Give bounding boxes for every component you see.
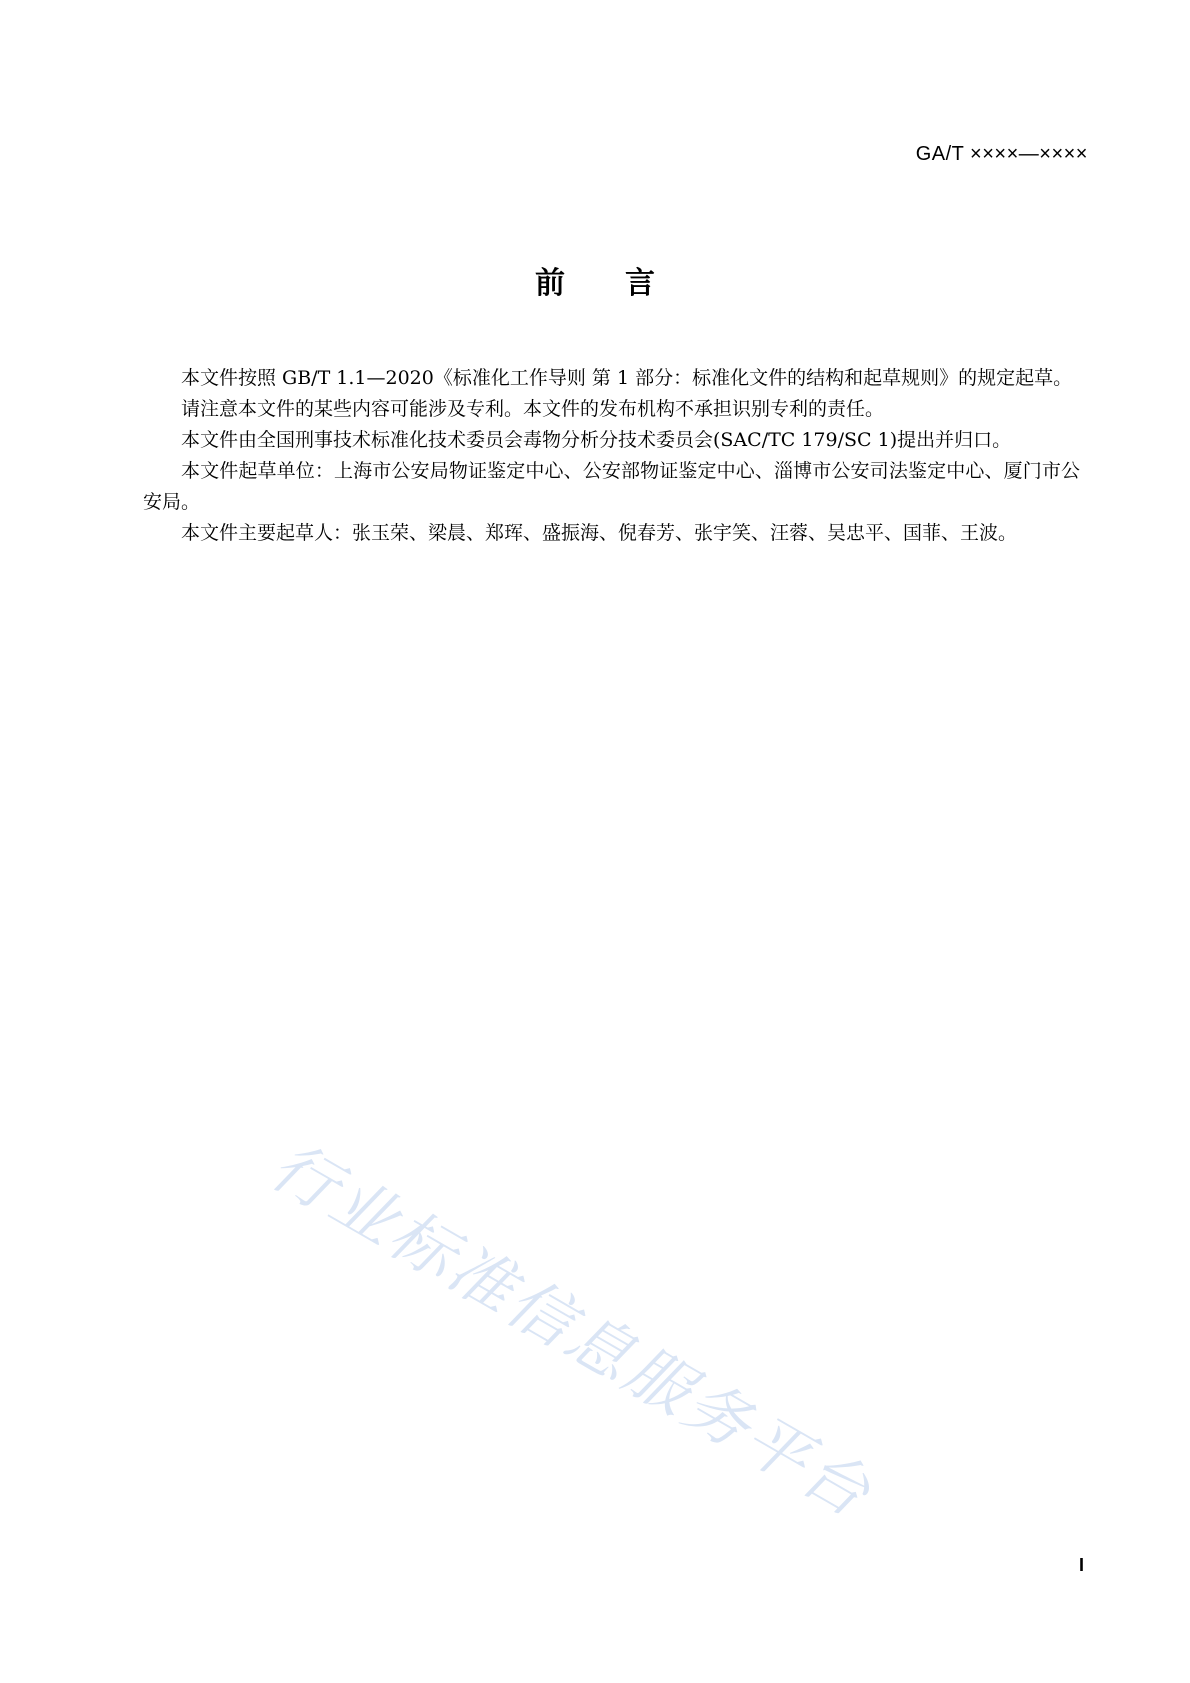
page-title: 前 言 bbox=[535, 266, 655, 301]
paragraph-drafting-units: 本文件起草单位：上海市公安局物证鉴定中心、公安部物证鉴定中心、淄博市公安司法鉴定中心、厦门市公安局。 bbox=[143, 460, 1080, 513]
foreword-body bbox=[143, 363, 1080, 549]
paragraph-patent-notice: 请注意本文件的某些内容可能涉及专利。本文件的发布机构不承担识别专利的责任。 bbox=[181, 398, 885, 420]
paragraph-proposer: 本文件由全国刑事技术标准化技术委员会毒物分析分技术委员会(SAC/TC 179/SC 1)提出并归口。 bbox=[181, 429, 1012, 451]
page-number: I bbox=[1078, 1555, 1084, 1575]
paragraph-drafters: 本文件主要起草人：张玉荣、梁晨、郑珲、盛振海、倪春芳、张宇笑、汪蓉、吴忠平、国菲、王波。 bbox=[181, 522, 1018, 544]
watermark: 行业标准信息服务平台 bbox=[258, 1129, 885, 1534]
standard-code: GA/T ××××—×××× bbox=[915, 143, 1088, 165]
paragraph-drafting-basis: 本文件按照 GB/T 1.1—2020《标准化工作导则 第 1 部分：标准化文件的结构和起草规则》的规定起草。 bbox=[181, 367, 1073, 389]
